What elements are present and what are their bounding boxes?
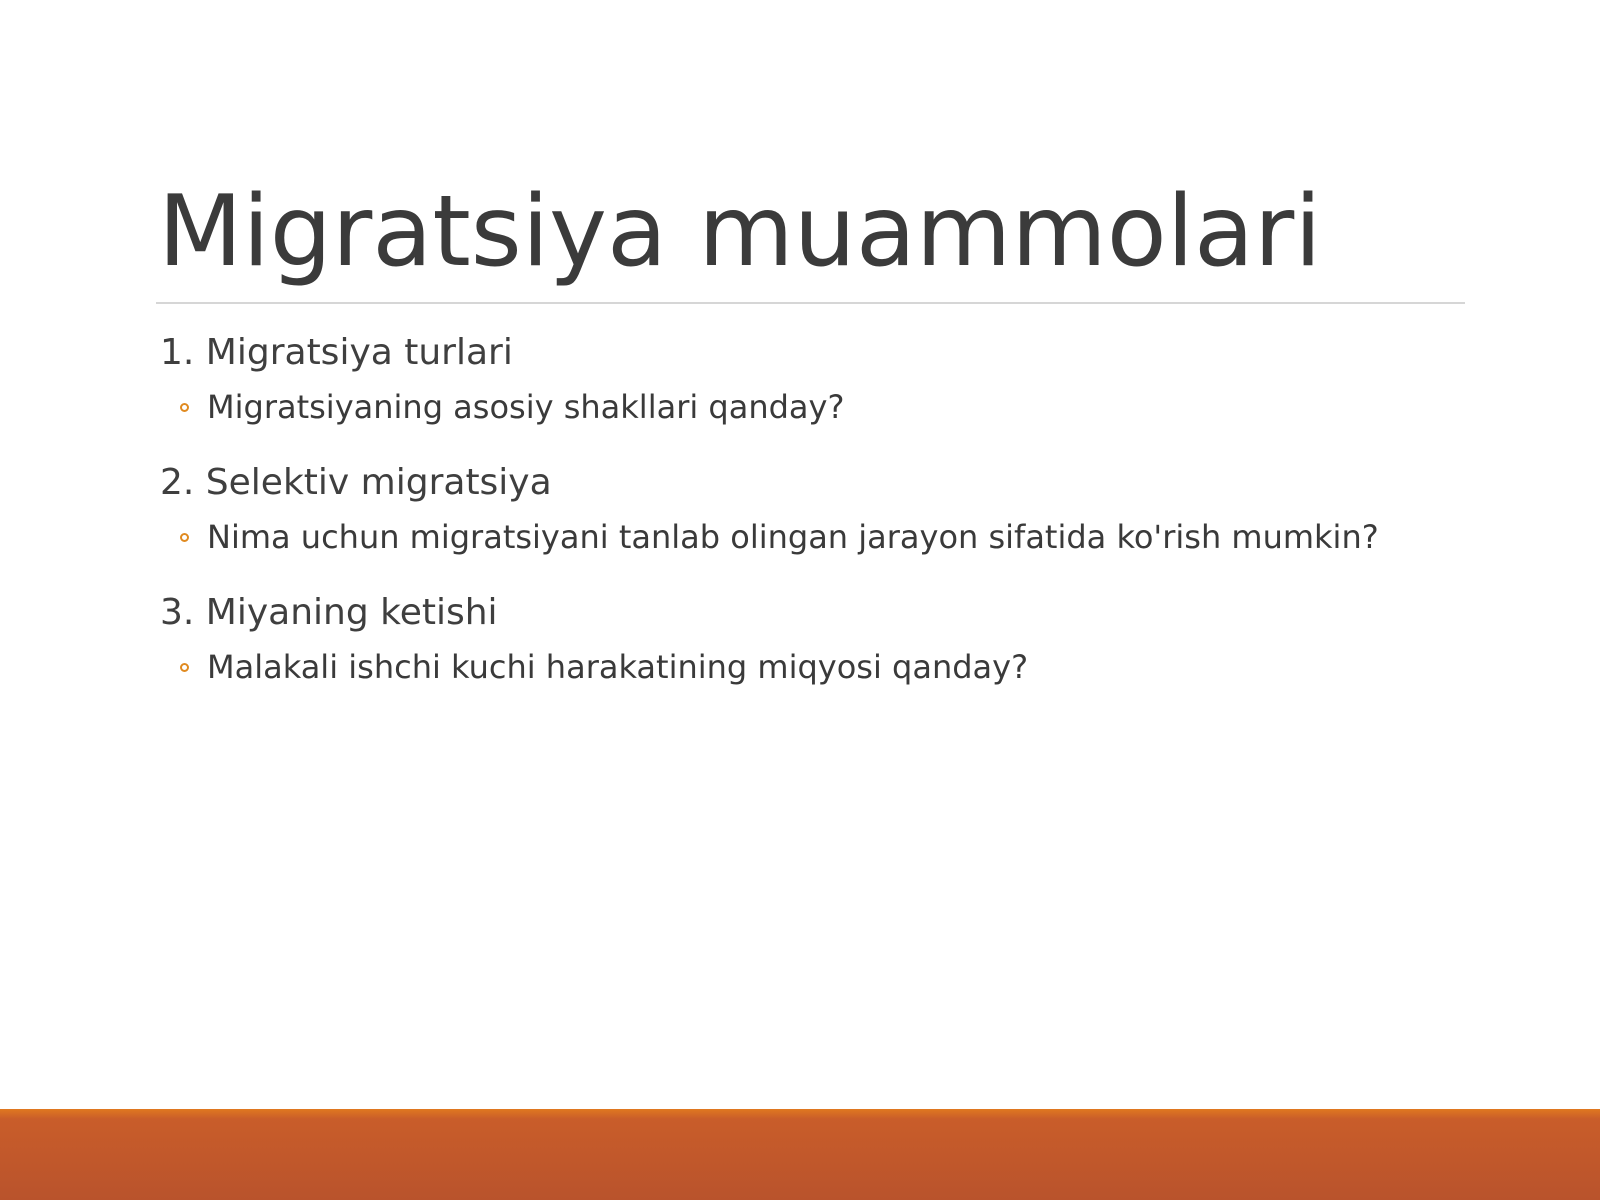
list-item-heading: 1. Migratsiya turlari: [160, 332, 513, 373]
sub-bullet: [160, 511, 1460, 563]
sub-bullet-text: Nima uchun migratsiyani tanlab olingan jarayon sifatida ko'rish mumkin?: [207, 518, 1379, 556]
sub-bullet-text: Migratsiyaning asosiy shakllari qanday?: [207, 388, 845, 426]
footer-accent-bar: [0, 1109, 1600, 1200]
bullet-icon: [180, 403, 189, 412]
list-item: [160, 457, 1460, 563]
list-item-heading: 2. Selektiv migratsiya: [160, 462, 552, 503]
bullet-icon: [180, 533, 189, 542]
list-item-heading: 3. Miyaning ketishi: [160, 592, 498, 633]
slide-content: [160, 327, 1460, 717]
sub-bullet-text: Malakali ishchi kuchi harakatining miqyosi qanday?: [207, 648, 1029, 686]
sub-bullet: [160, 381, 1460, 433]
slide-title: Migratsiya muammolari: [158, 175, 1322, 289]
title-divider: [156, 302, 1465, 304]
list-item: [160, 327, 1460, 433]
list-item: [160, 587, 1460, 693]
sub-bullet: [160, 641, 1460, 693]
bullet-icon: [180, 663, 189, 672]
